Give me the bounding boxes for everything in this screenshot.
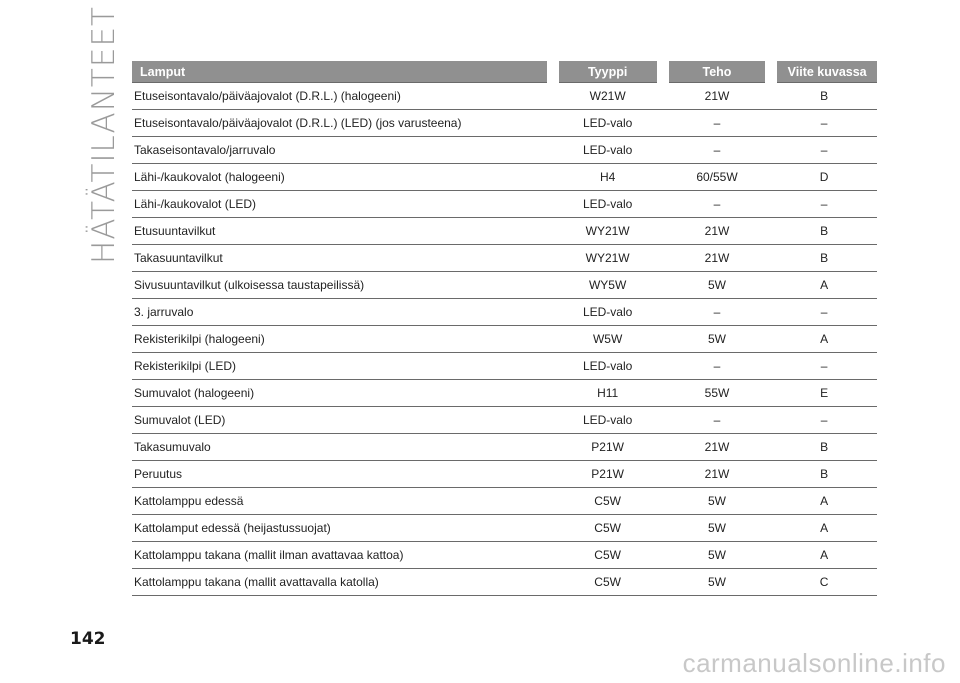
table-row [132, 245, 877, 272]
table-row [132, 164, 877, 191]
cell-type: LED-valo [553, 137, 663, 164]
cell-reference: B [771, 83, 877, 110]
cell-reference: C [771, 569, 877, 596]
cell-power: – [663, 137, 772, 164]
watermark: carmanualsonline.info [682, 648, 946, 678]
table-row [132, 326, 877, 353]
table-row [132, 434, 877, 461]
cell-reference: A [771, 542, 877, 569]
table-body [132, 83, 877, 596]
table-row [132, 137, 877, 164]
cell-reference: – [771, 407, 877, 434]
cell-type: LED-valo [553, 191, 663, 218]
cell-type: H4 [553, 164, 663, 191]
cell-reference: A [771, 515, 877, 542]
cell-power: 5W [663, 569, 772, 596]
cell-power: 5W [663, 542, 772, 569]
header-reference: Viite kuvassa [771, 61, 877, 83]
table-row [132, 461, 877, 488]
cell-lamp: Etuseisontavalo/päiväajovalot (D.R.L.) (LED) (jos varusteena) [132, 110, 553, 137]
table-row [132, 407, 877, 434]
cell-power: – [663, 299, 772, 326]
cell-power: 21W [663, 434, 772, 461]
cell-power: – [663, 110, 772, 137]
cell-reference: A [771, 488, 877, 515]
cell-lamp: Sumuvalot (LED) [132, 407, 553, 434]
cell-lamp: Etuseisontavalo/päiväajovalot (D.R.L.) (halogeeni) [132, 83, 553, 110]
cell-type: WY21W [553, 218, 663, 245]
cell-type: W21W [553, 83, 663, 110]
cell-lamp: Takasumuvalo [132, 434, 553, 461]
cell-lamp: Takaseisontavalo/jarruvalo [132, 137, 553, 164]
cell-reference: – [771, 191, 877, 218]
cell-type: WY21W [553, 245, 663, 272]
cell-type: LED-valo [553, 407, 663, 434]
cell-type: LED-valo [553, 110, 663, 137]
cell-reference: – [771, 137, 877, 164]
cell-type: LED-valo [553, 353, 663, 380]
cell-reference: B [771, 218, 877, 245]
cell-power: – [663, 407, 772, 434]
cell-lamp: Etusuuntavilkut [132, 218, 553, 245]
table-row [132, 488, 877, 515]
cell-reference: – [771, 299, 877, 326]
header-lamps: Lamput [132, 61, 553, 83]
cell-lamp: Kattolamppu takana (mallit avattavalla katolla) [132, 569, 553, 596]
cell-power: 5W [663, 272, 772, 299]
cell-power: 5W [663, 515, 772, 542]
cell-power: 21W [663, 218, 772, 245]
cell-lamp: 3. jarruvalo [132, 299, 553, 326]
cell-reference: E [771, 380, 877, 407]
cell-type: P21W [553, 461, 663, 488]
section-title [82, 6, 126, 264]
section-title-text: HÄTÄTILANTEET [86, 6, 123, 264]
cell-type: C5W [553, 569, 663, 596]
cell-lamp: Rekisterikilpi (halogeeni) [132, 326, 553, 353]
cell-power: 55W [663, 380, 772, 407]
cell-type: C5W [553, 488, 663, 515]
table-row [132, 272, 877, 299]
table-row [132, 542, 877, 569]
cell-power: 21W [663, 461, 772, 488]
cell-type: LED-valo [553, 299, 663, 326]
header-type: Tyyppi [553, 61, 663, 83]
cell-reference: B [771, 461, 877, 488]
cell-lamp: Sivusuuntavilkut (ulkoisessa taustapeilissä) [132, 272, 553, 299]
cell-type: C5W [553, 515, 663, 542]
cell-lamp: Peruutus [132, 461, 553, 488]
table-row [132, 110, 877, 137]
table-row [132, 191, 877, 218]
table-row [132, 218, 877, 245]
table-row [132, 299, 877, 326]
cell-reference: A [771, 272, 877, 299]
cell-lamp: Kattolamppu edessä [132, 488, 553, 515]
page-number: 142 [70, 629, 106, 649]
header-power: Teho [663, 61, 772, 83]
cell-power: 21W [663, 245, 772, 272]
cell-lamp: Kattolamput edessä (heijastussuojat) [132, 515, 553, 542]
cell-reference: B [771, 245, 877, 272]
cell-type: P21W [553, 434, 663, 461]
cell-power: 60/55W [663, 164, 772, 191]
cell-lamp: Lähi-/kaukovalot (LED) [132, 191, 553, 218]
cell-lamp: Lähi-/kaukovalot (halogeeni) [132, 164, 553, 191]
cell-reference: D [771, 164, 877, 191]
table-row [132, 380, 877, 407]
cell-power: 5W [663, 488, 772, 515]
cell-reference: A [771, 326, 877, 353]
cell-type: W5W [553, 326, 663, 353]
table-row [132, 515, 877, 542]
cell-type: H11 [553, 380, 663, 407]
cell-power: – [663, 353, 772, 380]
cell-reference: – [771, 353, 877, 380]
table-header-row [132, 61, 877, 83]
cell-power: 21W [663, 83, 772, 110]
cell-lamp: Kattolamppu takana (mallit ilman avattavaa kattoa) [132, 542, 553, 569]
cell-lamp: Sumuvalot (halogeeni) [132, 380, 553, 407]
lamp-table [132, 61, 877, 596]
cell-lamp: Rekisterikilpi (LED) [132, 353, 553, 380]
cell-power: – [663, 191, 772, 218]
cell-lamp: Takasuuntavilkut [132, 245, 553, 272]
cell-type: C5W [553, 542, 663, 569]
table-row [132, 83, 877, 110]
table-row [132, 353, 877, 380]
cell-reference: – [771, 110, 877, 137]
cell-reference: B [771, 434, 877, 461]
table-row [132, 569, 877, 596]
cell-type: WY5W [553, 272, 663, 299]
cell-power: 5W [663, 326, 772, 353]
